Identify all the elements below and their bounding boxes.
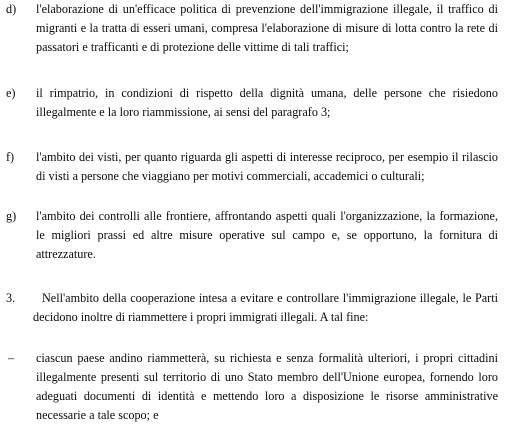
text-line: decidono inoltre di riammettere i propri immigrati illegali. A tal fine:	[33, 310, 369, 324]
list-item-f	[0, 148, 510, 190]
text-line: il rimpatrio, in condizioni di rispetto della dignità umana, delle persone che risiedono	[36, 86, 498, 100]
item-marker: f)	[6, 150, 15, 164]
text-line: adeguati documenti di identità e mettendo loro a disposizione le risorse amministrative	[36, 389, 498, 403]
dash-list-item	[0, 349, 510, 429]
text-line: l'elaborazione di un'efficace politica di prevenzione dell'immigrazione illegale, il traffico di	[36, 2, 498, 16]
text-line: ciascun paese andino riammetterà, su richiesta e senza formalità ulteriori, i propri cittadini	[36, 351, 498, 365]
text-line: passatori e trafficanti e di protezione delle vittime di tali traffici;	[36, 40, 349, 54]
paragraph-text	[33, 289, 498, 327]
text-line: necessarie a tale scopo; e	[36, 408, 159, 422]
paragraph-number: 3.	[6, 291, 16, 305]
text-line: Nell'ambito della cooperazione intesa a evitare e controllare l'immigrazione illegale, le Parti	[42, 291, 498, 305]
item-marker: g)	[6, 209, 17, 223]
text-line: le migliori prassi ed altre misure operative sul campo e, se opportuno, la fornitura di	[36, 228, 498, 242]
text-line: illegalmente e la loro riammissione, ai sensi del paragrafo 3;	[36, 105, 331, 119]
item-marker: d)	[6, 2, 17, 16]
list-item-e	[0, 84, 510, 126]
text-line: di visti a persone che viaggiano per motivi commerciali, accademici o culturali;	[36, 169, 425, 183]
item-text	[36, 148, 498, 186]
item-marker: e)	[6, 86, 16, 100]
text-line: attrezzature.	[36, 247, 96, 261]
text-line: l'ambito dei controlli alle frontiere, affrontando aspetti quali l'organizzazione, la formazione,	[36, 209, 498, 223]
list-item-g	[0, 207, 510, 267]
text-line: migranti e la tratta di esseri umani, compresa l'elaborazione di misure di lotta contro la rete di	[36, 21, 498, 35]
text-line: l'ambito dei visti, per quanto riguarda gli aspetti di interesse reciproco, per esempio il rilascio	[36, 150, 498, 164]
dash-bullet: –	[8, 351, 15, 365]
item-text	[36, 84, 498, 122]
item-text	[36, 207, 498, 264]
paragraph-3	[0, 289, 510, 329]
item-text	[36, 349, 498, 425]
text-line: illegalmente presenti sul territorio di uno Stato membro dell'Unione europea, fornendo loro	[36, 370, 498, 384]
item-text	[36, 0, 498, 57]
list-item-d	[0, 0, 510, 60]
